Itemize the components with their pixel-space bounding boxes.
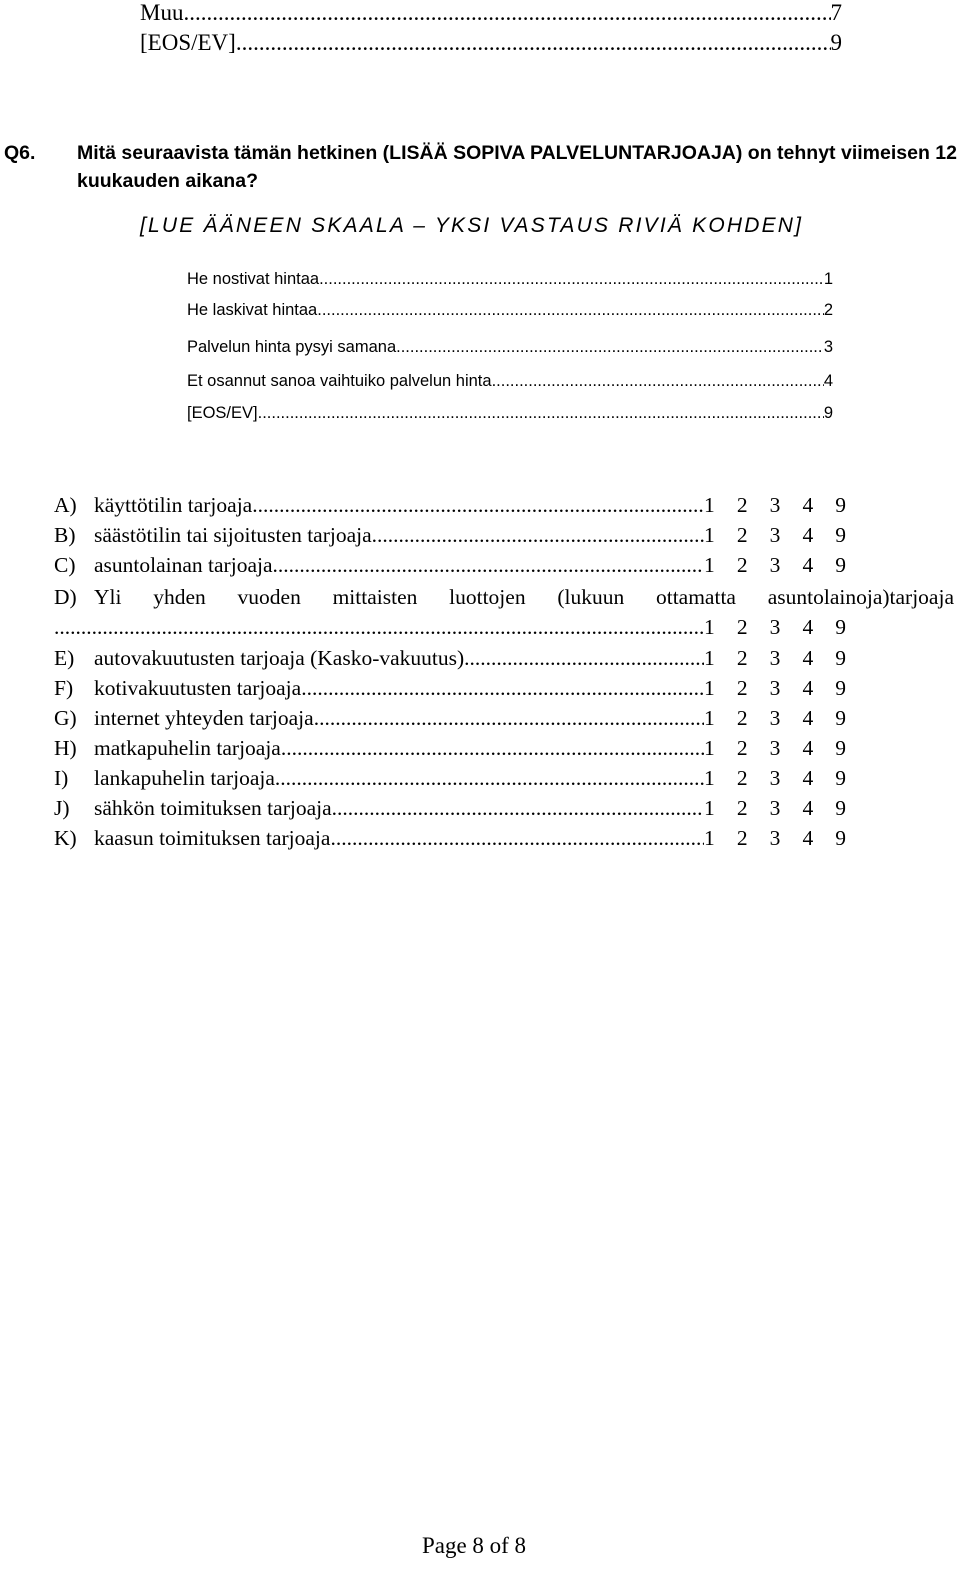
row-letter: E)	[54, 646, 75, 670]
leader-dots	[319, 264, 824, 294]
leader-dots	[183, 0, 830, 28]
code-3: 3	[769, 826, 781, 850]
row-codes	[704, 793, 846, 823]
row-codes	[704, 490, 846, 520]
code-4: 4	[802, 646, 814, 670]
scale-option	[187, 264, 833, 294]
row-letter: I)	[54, 766, 69, 790]
grid-row	[54, 703, 846, 733]
scale-option-code: 1	[823, 270, 833, 288]
grid-row-codes-continued	[54, 612, 846, 642]
row-label: autovakuutusten tarjoaja (Kasko-vakuutus)	[94, 646, 465, 670]
code-2: 2	[736, 553, 748, 577]
code-2: 2	[736, 706, 748, 730]
code-2: 2	[736, 646, 748, 670]
row-label: Yli yhden vuoden mittaisten luottojen (lukuun ottamatta asuntolainoja)tarjoaja	[94, 585, 954, 609]
code-1: 1	[704, 493, 715, 517]
row-label: asuntolainan tarjoaja	[94, 553, 273, 577]
row-label: käyttötilin tarjoaja	[94, 493, 253, 517]
code-9: 9	[835, 646, 846, 670]
code-1: 1	[704, 553, 715, 577]
leader-dots	[275, 763, 704, 793]
row-codes	[704, 763, 846, 793]
row-letter: F)	[54, 676, 74, 700]
code-9: 9	[835, 493, 846, 517]
code-1: 1	[704, 766, 715, 790]
code-4: 4	[802, 523, 814, 547]
code-3: 3	[769, 615, 781, 639]
code-3: 3	[769, 646, 781, 670]
grid-row	[54, 733, 846, 763]
grid-row	[54, 823, 846, 853]
code-1: 1	[704, 676, 715, 700]
leader-dots	[396, 332, 824, 362]
row-letter: C)	[54, 553, 76, 577]
row-label: internet yhteyden tarjoaja	[94, 706, 314, 730]
scale-option-code: 2	[823, 301, 833, 319]
row-label: kotivakuutusten tarjoaja	[94, 676, 302, 700]
code-3: 3	[769, 766, 781, 790]
code-9: 9	[835, 676, 846, 700]
row-letter: D)	[54, 585, 77, 609]
grid-row-long-label	[54, 582, 954, 612]
code-3: 3	[769, 706, 781, 730]
grid-row	[54, 520, 846, 550]
leader-dots	[464, 643, 704, 673]
code-3: 3	[769, 796, 781, 820]
code-1: 1	[704, 796, 715, 820]
code-4: 4	[802, 706, 814, 730]
row-letter: B)	[54, 523, 76, 547]
code-2: 2	[736, 615, 748, 639]
scale-option	[187, 332, 833, 362]
row-label: matkapuhelin tarjoaja	[94, 736, 281, 760]
code-1: 1	[704, 736, 715, 760]
code-4: 4	[802, 796, 814, 820]
scale-option-label: Et osannut sanoa vaihtuiko palvelun hinta	[187, 372, 492, 390]
scale-option	[187, 366, 833, 396]
code-4: 4	[802, 736, 814, 760]
code-2: 2	[736, 736, 748, 760]
answer-line-muu	[140, 0, 842, 28]
scale-option-label: Palvelun hinta pysyi samana	[187, 338, 397, 356]
code-1: 1	[704, 646, 715, 670]
code-1: 1	[704, 615, 715, 639]
code-2: 2	[736, 826, 748, 850]
answer-line-eos	[140, 28, 842, 58]
leader-dots	[281, 733, 704, 763]
leader-dots	[317, 295, 824, 325]
grid-row	[54, 490, 846, 520]
answer-code: 7	[830, 0, 842, 25]
row-letter: A)	[54, 493, 77, 517]
row-codes	[704, 520, 846, 550]
page-number: Page 8 of 8	[421, 1533, 527, 1558]
leader-dots	[258, 398, 824, 428]
interviewer-instruction: [LUE ÄÄNEEN SKAALA – YKSI VASTAUS RIVIÄ KOHDEN]	[140, 214, 804, 237]
leader-dots	[314, 703, 704, 733]
code-9: 9	[835, 615, 846, 639]
row-codes	[704, 823, 846, 853]
leader-dots	[236, 28, 831, 58]
leader-dots	[54, 612, 704, 642]
code-4: 4	[802, 676, 814, 700]
scale-option-label: [EOS/EV]	[187, 404, 258, 422]
code-9: 9	[835, 826, 846, 850]
row-label: kaasun toimituksen tarjoaja	[94, 826, 331, 850]
row-codes	[704, 643, 846, 673]
code-3: 3	[769, 523, 781, 547]
grid-row	[54, 550, 846, 580]
code-9: 9	[835, 766, 846, 790]
code-3: 3	[769, 493, 781, 517]
leader-dots	[332, 793, 704, 823]
code-2: 2	[736, 796, 748, 820]
row-codes	[704, 733, 846, 763]
code-2: 2	[736, 766, 748, 790]
code-2: 2	[736, 523, 748, 547]
code-4: 4	[802, 766, 814, 790]
row-letter: H)	[54, 736, 77, 760]
code-3: 3	[769, 676, 781, 700]
row-codes	[704, 550, 846, 580]
code-4: 4	[802, 493, 814, 517]
question-number: Q6.	[4, 142, 36, 164]
answer-label: Muu	[140, 0, 184, 25]
code-9: 9	[835, 736, 846, 760]
code-3: 3	[769, 736, 781, 760]
row-label: lankapuhelin tarjoaja	[94, 766, 275, 790]
row-codes	[704, 673, 846, 703]
row-label: säästötilin tai sijoitusten tarjoaja	[94, 523, 372, 547]
code-4: 4	[802, 615, 814, 639]
question-text: Mitä seuraavista tämän hetkinen (LISÄÄ SOPIVA PALVELUNTARJOAJA) on tehnyt viimeisen 12 kuukauden aikana?	[77, 142, 957, 192]
grid-row	[54, 763, 846, 793]
code-3: 3	[769, 553, 781, 577]
scale-option-label: He laskivat hintaa	[187, 301, 318, 319]
row-letter: K)	[54, 826, 77, 850]
scale-option	[187, 295, 833, 325]
code-4: 4	[802, 553, 814, 577]
grid-row	[54, 643, 846, 673]
leader-dots	[301, 673, 704, 703]
scale-option-code: 4	[823, 372, 833, 390]
scale-option-code: 3	[823, 338, 833, 356]
row-letter: G)	[54, 706, 77, 730]
row-codes	[704, 612, 846, 642]
leader-dots	[492, 366, 824, 396]
answer-label: [EOS/EV]	[140, 30, 236, 55]
code-9: 9	[835, 706, 846, 730]
code-9: 9	[835, 796, 846, 820]
code-2: 2	[736, 493, 748, 517]
leader-dots	[273, 550, 705, 580]
code-4: 4	[802, 826, 814, 850]
answer-code: 9	[830, 30, 842, 55]
leader-dots	[252, 490, 704, 520]
row-letter: J)	[54, 796, 70, 820]
code-9: 9	[835, 523, 846, 547]
row-label: sähkön toimituksen tarjoaja	[94, 796, 332, 820]
leader-dots	[372, 520, 704, 550]
scale-option-code: 9	[823, 404, 833, 422]
grid-row	[54, 673, 846, 703]
scale-option-label: He nostivat hintaa	[187, 270, 320, 288]
scale-option	[187, 398, 833, 428]
code-2: 2	[736, 676, 748, 700]
code-9: 9	[835, 553, 846, 577]
code-1: 1	[704, 826, 715, 850]
code-1: 1	[704, 706, 715, 730]
grid-row	[54, 793, 846, 823]
leader-dots	[330, 823, 704, 853]
row-codes	[704, 703, 846, 733]
code-1: 1	[704, 523, 715, 547]
